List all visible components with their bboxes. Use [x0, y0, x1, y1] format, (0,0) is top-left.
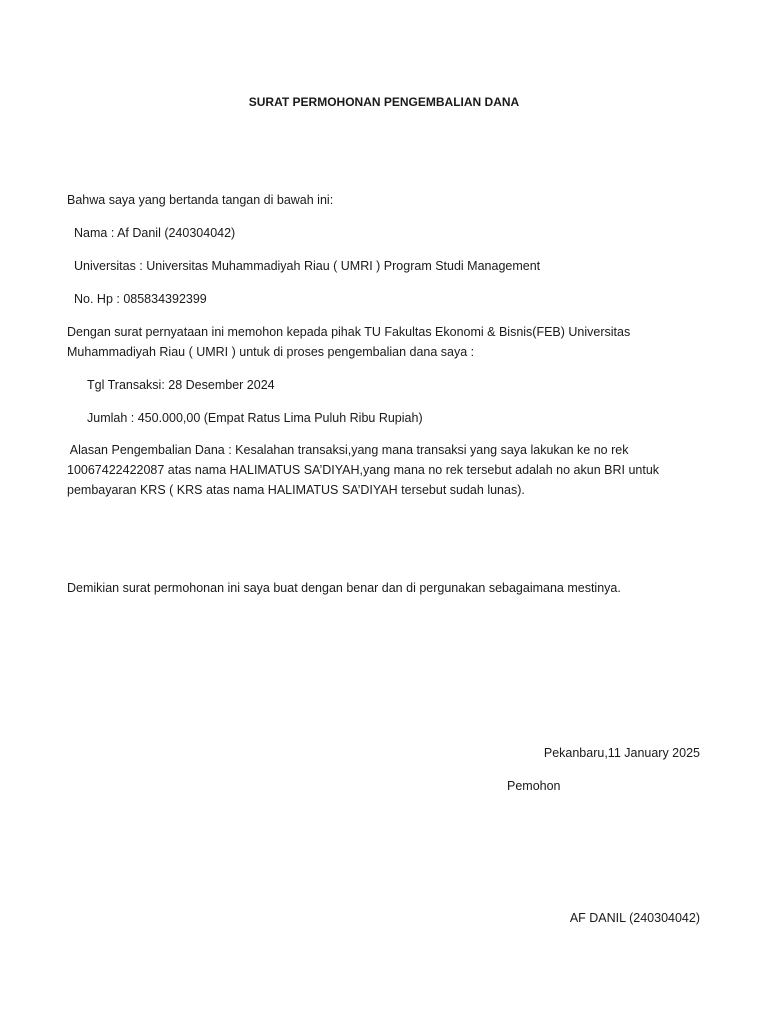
reason-line-2: 10067422422087 atas nama HALIMATUS SA’DIYAH,yang mana no rek tersebut adalah no akun BRI untuk — [67, 463, 660, 477]
statement-line-1: Dengan surat pernyataan ini memohon kepada pihak TU Fakultas Ekonomi & Bisnis(FEB) Universitas — [67, 325, 631, 339]
transaction-amount: Jumlah : 450.000,00 (Empat Ratus Lima Puluh Ribu Rupiah) — [87, 411, 423, 425]
signature-place-date: Pekanbaru,11 January 2025 — [543, 746, 700, 760]
reason-line-3: pembayaran KRS ( KRS atas nama HALIMATUS SA’DIYAH tersebut sudah lunas). — [67, 483, 525, 497]
field-phone: No. Hp : 085834392399 — [74, 292, 207, 306]
letter-title: SURAT PERMOHONAN PENGEMBALIAN DANA — [248, 95, 520, 109]
closing-text: Demikian surat permohonan ini saya buat dengan benar dan di pergunakan sebagaimana mestinya. — [67, 581, 621, 595]
field-nama: Nama : Af Danil (240304042) — [74, 226, 236, 240]
signature-role: Pemohon — [507, 779, 561, 793]
field-universitas: Universitas : Universitas Muhammadiyah Riau ( UMRI ) Program Studi Management — [74, 259, 541, 273]
signature-name: AF DANIL (240304042) — [569, 911, 700, 925]
statement-line-2: Muhammadiyah Riau ( UMRI ) untuk di proses pengembalian dana saya : — [67, 345, 475, 359]
transaction-date: Tgl Transaksi: 28 Desember 2024 — [87, 378, 275, 392]
reason-line-1: Alasan Pengembalian Dana : Kesalahan transaksi,yang mana transaksi yang saya lakukan ke no rek — [67, 443, 629, 457]
intro-text: Bahwa saya yang bertanda tangan di bawah ini: — [67, 193, 334, 207]
